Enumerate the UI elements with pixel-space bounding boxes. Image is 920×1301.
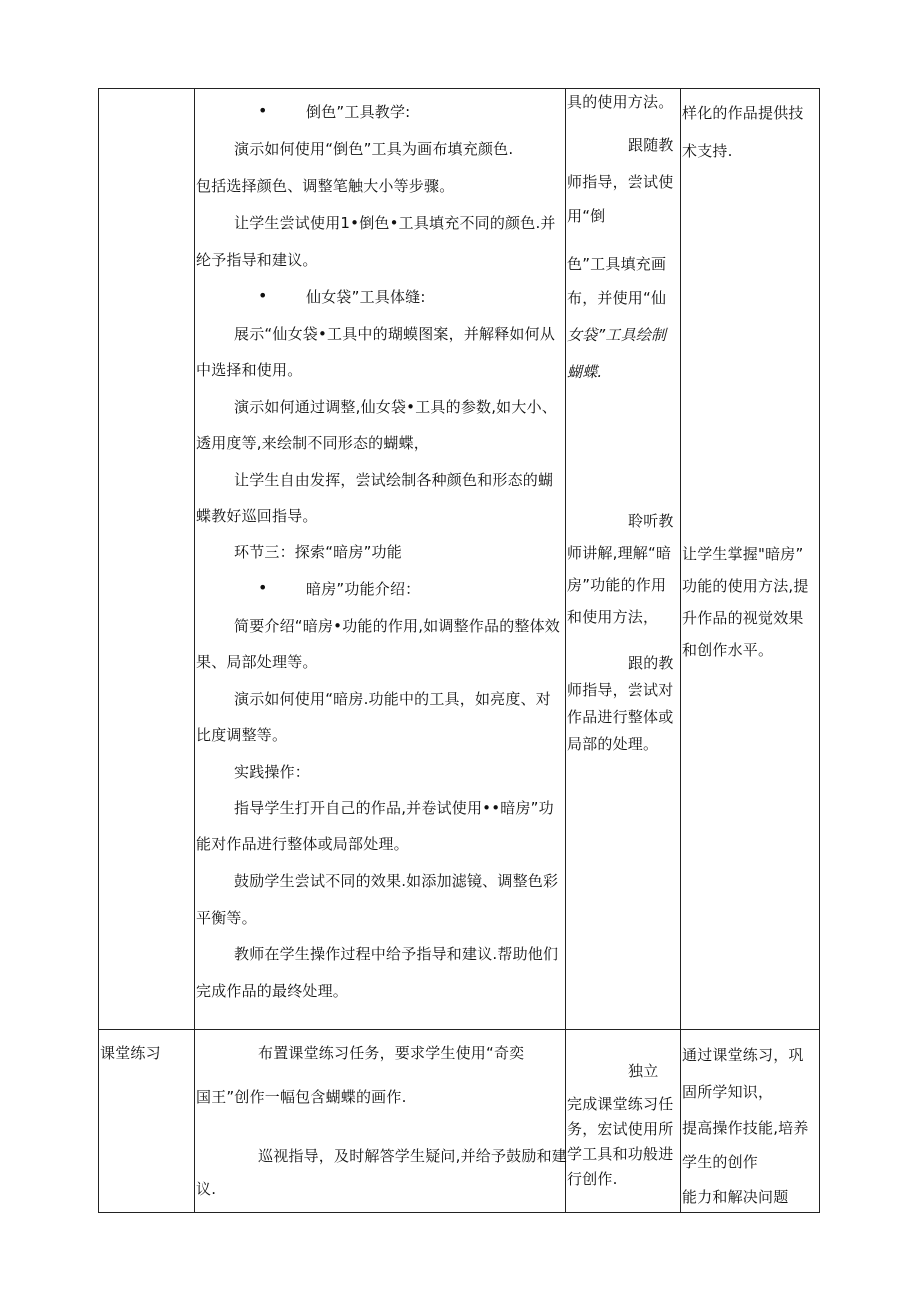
bullet-icon: • xyxy=(258,578,268,597)
text-line: 女袋”工具绘制 xyxy=(567,326,667,344)
column-divider-2 xyxy=(565,88,566,1213)
text-line: 和使用方法， xyxy=(567,608,659,626)
text-line: 局部的处理。 xyxy=(567,735,659,753)
text-line: 师指导，尝试使 xyxy=(567,173,674,191)
bullet-icon: • xyxy=(258,286,268,305)
text-line: 平衡等。 xyxy=(196,909,257,927)
text-line: 完成课堂练习任 xyxy=(567,1095,674,1113)
text-line: 通过课堂练习，巩 xyxy=(682,1046,804,1064)
text-line: 透用度等,来绘制不同形态的蝴蝶， xyxy=(196,434,429,452)
text-line: 演示如何使用“暗房.功能中的工具，如亮度、对 xyxy=(234,690,551,708)
text-line: 展示“仙女袋•工具中的瑚蟆图案，并解释如何从 xyxy=(234,325,556,343)
text-line: 让学生自由发挥，尝试绘制各种颜色和形态的蝴 xyxy=(234,471,554,489)
text-line: 果、局部处理等。 xyxy=(196,653,318,671)
text-line: 包括选择颜色、调整笔触大小等步骤。 xyxy=(196,177,455,195)
row-label: 课堂练习 xyxy=(100,1044,161,1062)
text-line: 指导学生打开自己的作品,并卷试使用••暗房”功 xyxy=(234,799,554,817)
column-divider-1 xyxy=(194,88,195,1213)
bullet-icon: • xyxy=(258,101,268,120)
column-divider-3 xyxy=(680,88,681,1213)
text-line: 鼓励学生尝试不同的效果.如添加滤镜、调整色彩 xyxy=(234,872,559,890)
text-line: 师讲解,理解“暗 xyxy=(567,544,672,562)
text-line: 纶予指导和建议。 xyxy=(196,251,318,269)
text-line: 演示如何通过调整,仙女袋•工具的参数,如大小、 xyxy=(234,398,557,416)
text-line: 教师在学生操作过程中给予指导和建议.帮助他们 xyxy=(234,945,559,963)
text-line: 务，宏试使用所 xyxy=(567,1120,674,1138)
text-line: 跟随教 xyxy=(628,136,674,154)
text-line: 完成作品的最终处理。 xyxy=(196,982,349,1000)
text-line: 固所学知识， xyxy=(682,1083,774,1101)
text-line: 功能的使用方法,提 xyxy=(682,577,809,595)
text-line: 布置课堂练习任务，要求学生使用“奇奕 xyxy=(258,1044,525,1062)
text-line: 中选择和使用。 xyxy=(196,361,303,379)
text-line: 环节三：探索“暗房”功能 xyxy=(234,543,402,561)
table-border-bottom xyxy=(98,1212,820,1213)
text-line: 仙女袋”工具体缝: xyxy=(306,288,426,306)
row-divider xyxy=(98,1029,820,1030)
text-line: 议. xyxy=(196,1180,217,1198)
text-line: 行创作. xyxy=(567,1170,618,1188)
text-line: 作品进行整体或 xyxy=(567,708,674,726)
text-line: 独立 xyxy=(628,1062,659,1080)
text-line: 倒色”工具教学: xyxy=(306,103,411,121)
lesson-table xyxy=(98,88,820,1213)
text-line: 国王”创作一幅包含蝴蝶的画作. xyxy=(196,1088,407,1106)
text-line: 让学生掌握"暗房” xyxy=(682,545,804,563)
text-line: 和创作水平。 xyxy=(682,641,774,659)
table-border-left xyxy=(98,88,99,1213)
text-line: 实践操作： xyxy=(234,763,311,781)
text-line: 术支持. xyxy=(682,142,733,160)
text-line: 蝴蝶. xyxy=(567,363,603,381)
text-line: 提高操作技能,培养 xyxy=(682,1119,809,1137)
text-line: 布，并使用“仙 xyxy=(567,289,667,307)
text-line: 比度调整等。 xyxy=(196,726,288,744)
text-line: 让学生尝试使用1•倒色•工具填充不同的颜色.并 xyxy=(234,214,556,232)
text-line: 暗房”功能介绍： xyxy=(306,580,421,598)
text-line: 巡视指导，及时解答学生疑问,并给予鼓励和建 xyxy=(258,1147,567,1165)
table-border-top xyxy=(98,88,820,89)
text-line: 房”功能的作用 xyxy=(567,576,667,594)
text-line: 色”工具填充画 xyxy=(567,255,667,273)
text-line: 蝶教好巡回指导。 xyxy=(196,507,318,525)
text-line: 演示如何使用“倒色”工具为画布填充颜色. xyxy=(234,140,514,158)
text-line: 具的使用方法。 xyxy=(567,93,674,111)
text-line: 能对作品进行整体或局部处理。 xyxy=(196,835,409,853)
text-line: 跟的教 xyxy=(628,654,674,672)
text-line: 简要介绍“暗房•功能的作用,如调整作品的整体效 xyxy=(234,617,560,635)
text-line: 师指导，尝试对 xyxy=(567,681,674,699)
text-line: 升作品的视觉效果 xyxy=(682,609,804,627)
text-line: 学工具和功般进 xyxy=(567,1145,674,1163)
text-line: 聆听教 xyxy=(628,512,674,530)
table-border-right xyxy=(819,88,820,1213)
text-line: 样化的作品提供技 xyxy=(682,104,804,122)
text-line: 学生的创作 xyxy=(682,1153,759,1171)
text-line: 用“倒 xyxy=(567,207,606,225)
text-line: 能力和解决问题 xyxy=(682,1188,789,1206)
